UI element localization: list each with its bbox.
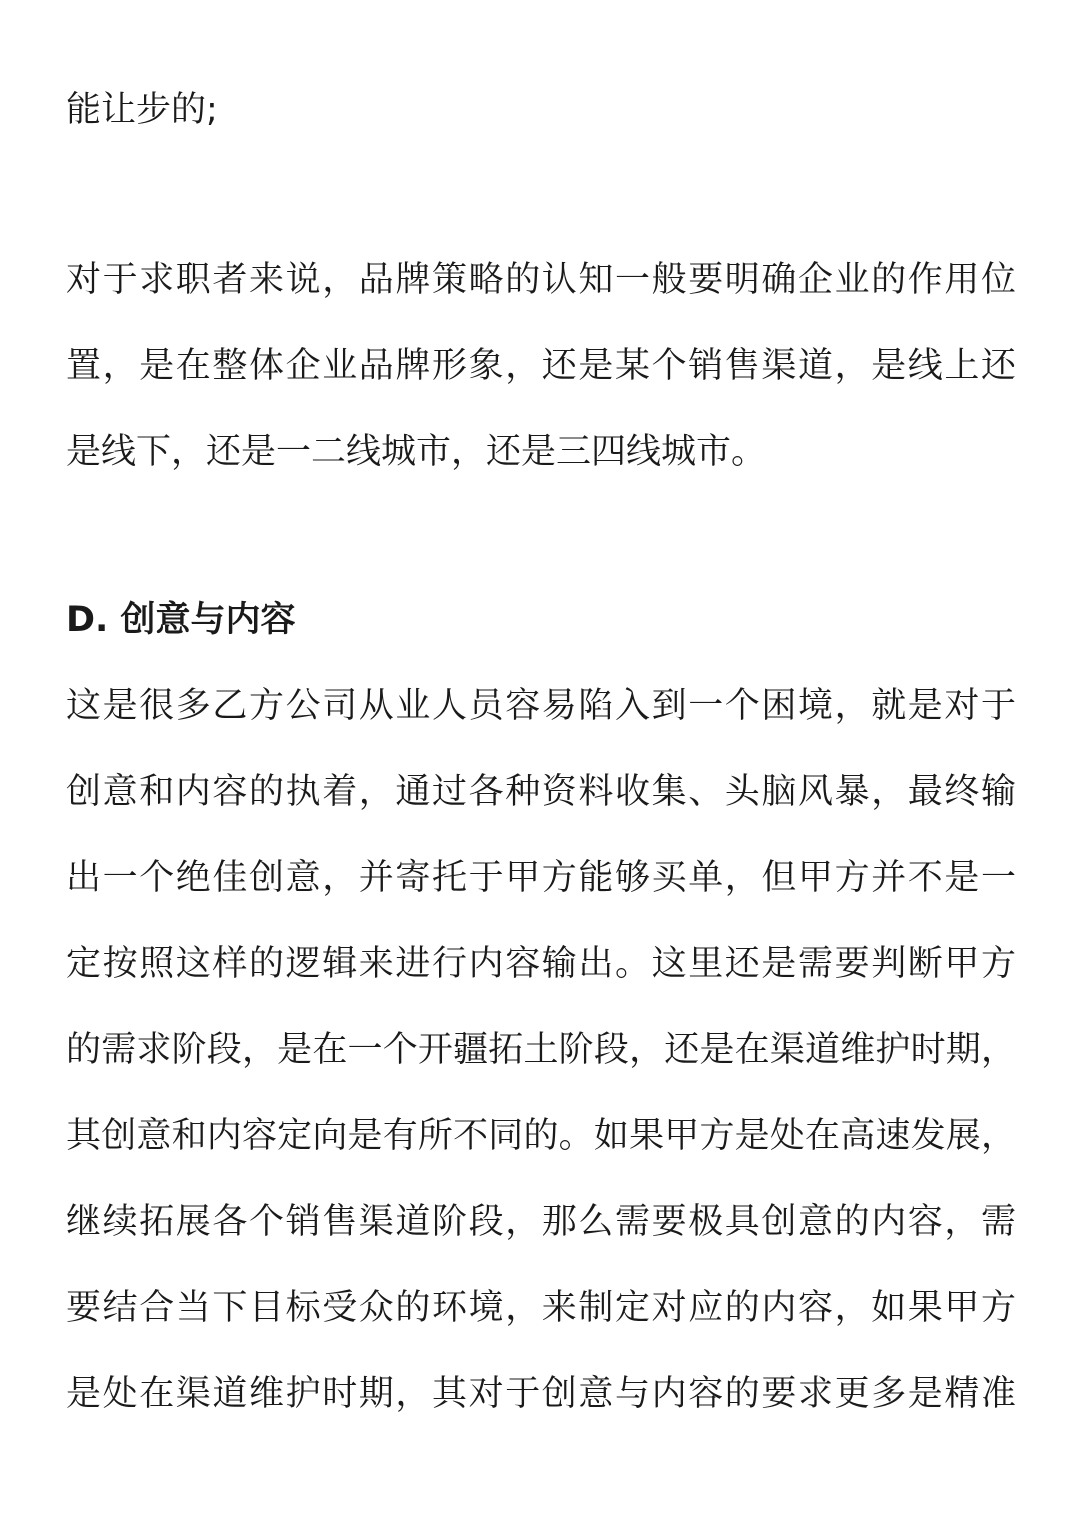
paragraph-line: 是处在渠道维护时期，其对于创意与内容的要求更多是精准: [66, 1374, 1016, 1414]
paragraph-line: 其创意和内容定向是有所不同的。如果甲方是处在高速发展，: [66, 1116, 1016, 1156]
paragraph-line: 创意和内容的执着，通过各种资料收集、头脑风暴，最终输: [66, 772, 1016, 812]
paragraph-line: 要结合当下目标受众的环境，来制定对应的内容，如果甲方: [66, 1288, 1016, 1328]
paragraph-line: 的需求阶段，是在一个开疆拓土阶段，还是在渠道维护时期，: [66, 1030, 1016, 1070]
paragraph-line: 是线下，还是一二线城市，还是三四线城市。: [66, 432, 767, 472]
paragraph-line: 这是很多乙方公司从业人员容易陷入到一个困境，就是对于: [66, 686, 1016, 726]
paragraph-line: 继续拓展各个销售渠道阶段，那么需要极具创意的内容，需: [66, 1202, 1016, 1242]
paragraph-line: 置，是在整体企业品牌形象，还是某个销售渠道，是线上还: [66, 346, 1016, 386]
section-heading: D. 创意与内容: [66, 600, 296, 640]
paragraph-line: 对于求职者来说，品牌策略的认知一般要明确企业的作用位: [66, 260, 1016, 300]
paragraph-line: 出一个绝佳创意，并寄托于甲方能够买单，但甲方并不是一: [66, 858, 1016, 898]
paragraph-line: 能让步的;: [66, 90, 218, 130]
paragraph-line: 定按照这样的逻辑来进行内容输出。这里还是需要判断甲方: [66, 944, 1016, 984]
